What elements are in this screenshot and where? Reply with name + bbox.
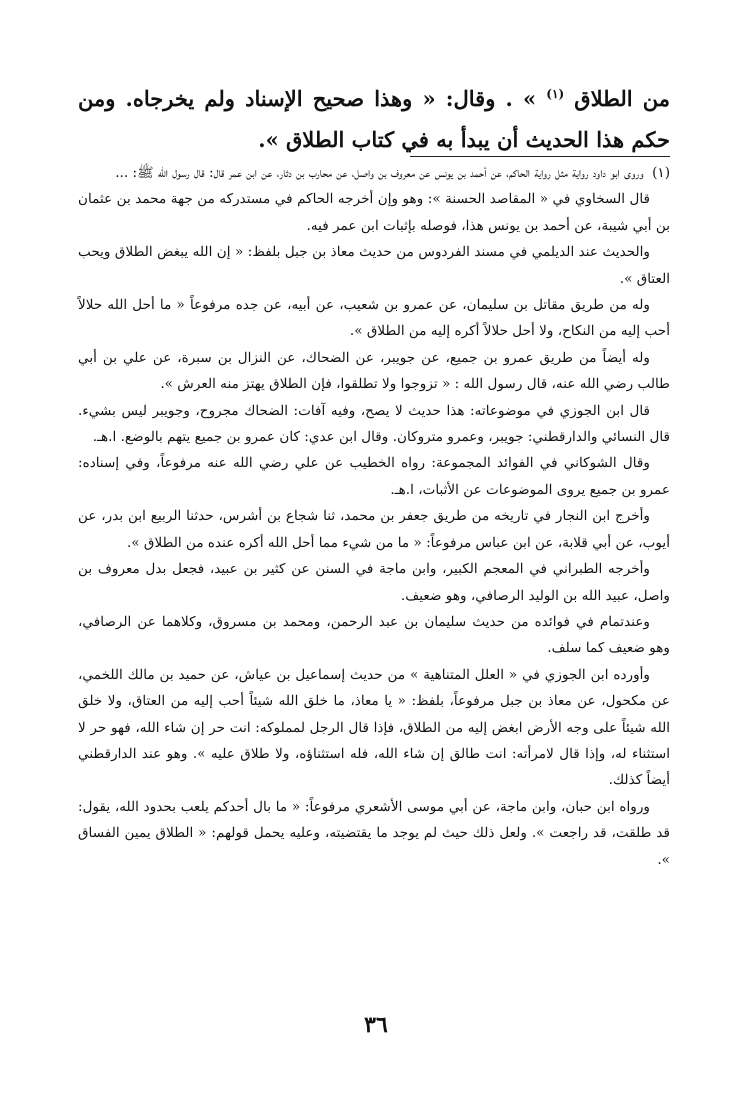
footnote-paragraph: وأخرجه الطبراني في المعجم الكبير، وابن ماجة في السنن عن كثير بن عبيد، فجعل بدل معروف بن واصل، عبيد الله بن الوليد الرصافي، وهو ضعيف. <box>78 561 670 604</box>
footnote-paragraph: وله أيضاً من طريق عمرو بن جميع، عن جويبر، عن الضحاك، عن النزال بن سبرة، عن علي بن أبي طالب رضي الله عنه، قال رسول الله : « تزوجوا ولا تطلقوا، فإن الطلاق يهتز منه العرش ». <box>78 349 670 393</box>
footnote-section <box>78 160 670 873</box>
footnote-paragraph: وأخرج ابن النجار في تاريخه من طريق جعفر بن محمد، ثنا شجاع بن أشرس، حدثنا الربيع ابن بدر، عن أيوب، عن أبي قلابة، عن ابن عباس مرفوعاً: « ما من شيء مما أحل الله أكره عنده من الطلاق ». <box>78 508 670 551</box>
footnote-paragraph: وأورده ابن الجوزي في « العلل المتناهية » من حديث إسماعيل بن عياش، عن حميد بن مالك اللخمي، عن مكحول، عن معاذ بن جبل مرفوعاً، بلفظ: « يا معاذ، ما خلق الله شيئاً أحب إليه من العتاق، ولا خلق الله شيئاً على وجه الأرض ابغض إليه من الطلاق، فإذا قال الرجل لمملوكه: انت حر إن شاء الله، فهو حر لا استثناء له، وإذا قال لامرأته: انت طالق إن شاء الله، فله استثناؤه، ولا طلاق عليه ». وهو عند الدارقطني أيضاً كذلك. <box>78 666 670 789</box>
footnote-paragraph: وله من طريق مقاتل بن سليمان، عن عمرو بن شعيب، عن أبيه، عن جده مرفوعاً « ما أحل الله حلالاً أحب إليه من النكاح، ولا أحل حلالاً أكره إليه من الطلاق ». <box>78 297 670 340</box>
main-text-lead: من الطلاق <box>574 86 670 111</box>
footnote-marker: (١) <box>652 165 670 181</box>
footnote-paragraph-text: وروى ابو داود رواية مثل رواية الحاكم، عن أحمد بن يونس عن معروف بن واصل، عن محارب بن دثار، عن ابن عمر قال: قال رسول الله ﷺ: ... <box>115 165 644 181</box>
main-text <box>78 78 670 160</box>
footnote-paragraph <box>78 160 670 186</box>
footnote-divider <box>410 156 670 157</box>
footnote-paragraph: قال السخاوي في « المقاصد الحسنة »: وهو وإن أخرجه الحاكم في مستدركه من جهة محمد بن عثمان بن أبي شيبة، عن أحمد بن يونس هذا، فوصله بإثبات ابن عمر فيه. <box>78 191 670 234</box>
footnote-paragraph: وقال الشوكاني في الفوائد المجموعة: رواه الخطيب عن علي رضي الله عنه مرفوعاً، وفي إسناده: عمرو بن جميع يروى الموضوعات عن الأثبات، ا.هـ. <box>78 455 670 498</box>
footnote-reference: (١) <box>546 87 565 101</box>
footnote-paragraph: والحديث عند الديلمي في مسند الفردوس من حديث معاذ بن جبل بلفظ: « إن الله يبغض الطلاق ويحب العتاق ». <box>78 244 670 287</box>
footnote-paragraph: وعندتمام في فوائده من حديث سليمان بن عبد الرحمن، ومحمد بن مسروق، وكلاهما عن الرصافي، وهو ضعيف كما سلف. <box>78 613 670 657</box>
footnote-paragraph: قال ابن الجوزي في موضوعاته: هذا حديث لا يصح، وفيه آفات: الضحاك مجروح، وجويبر ليس بشيء. قال النسائي والدارقطني: جويبر، وعمرو متروكان. وقال ابن عدي: كان عمرو بن جميع يتهم بالوضع. ا.هـ. <box>78 402 670 446</box>
main-text-body: » . وقال: « وهذا صحيح الإسناد ولم يخرجاه. ومن حكم هذا الحديث أن يبدأ به في كتاب الطلاق ». <box>78 86 670 152</box>
footnote-paragraph: ورواه ابن حبان، وابن ماجة، عن أبي موسى الأشعري مرفوعاً: « ما بال أحدكم يلعب بحدود الله، يقول: قد طلقت، قد راجعت ». ولعل ذلك حيث لم يوجد ما يقتضيته، وعليه يحمل قولهم: « الطلاق يمين الفساق ». <box>78 798 670 868</box>
page-number: ٣٦ <box>364 1012 388 1038</box>
